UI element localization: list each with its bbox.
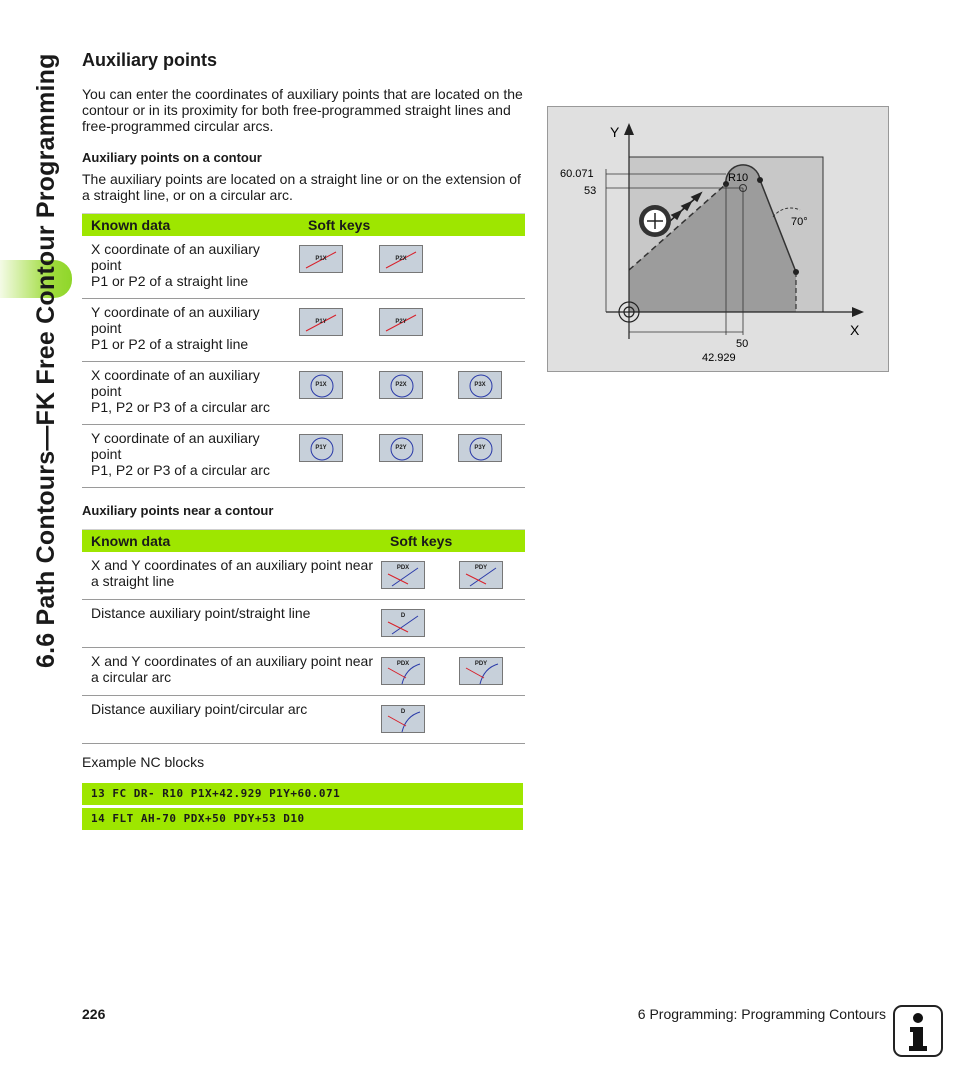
row-description: X coordinate of an auxiliary point P1 or P2 of a straight line bbox=[82, 236, 299, 299]
contour-figure bbox=[547, 106, 889, 372]
softkey-pdx[interactable] bbox=[381, 657, 425, 685]
col-known-data: Known data bbox=[82, 214, 299, 237]
y-dimension-label: 53 bbox=[584, 185, 597, 197]
x-axis-label: X bbox=[850, 322, 860, 338]
softkey-label: P2Y bbox=[395, 445, 407, 451]
softkey-p1y[interactable] bbox=[299, 308, 343, 336]
angle-label: 70° bbox=[791, 216, 808, 228]
softkey-label: PDX bbox=[396, 661, 410, 667]
row-description: Distance auxiliary point/straight line bbox=[82, 600, 381, 648]
table-row bbox=[82, 236, 525, 299]
col-known-data: Known data bbox=[82, 530, 381, 553]
table-row bbox=[82, 648, 525, 696]
row-description: X and Y coordinates of an auxiliary point near a straight line bbox=[82, 552, 381, 600]
softkey-pdy[interactable] bbox=[459, 561, 503, 589]
on-contour-heading: Auxiliary points on a contour bbox=[82, 150, 262, 165]
chapter-footer: 6 Programming: Programming Contours bbox=[637, 1006, 886, 1022]
tool-icon bbox=[639, 205, 671, 237]
section-title: Auxiliary points bbox=[82, 50, 218, 70]
softkey-label: D bbox=[400, 709, 406, 715]
x-dimension-label: 42.929 bbox=[702, 352, 736, 364]
softkey-p3x[interactable] bbox=[458, 371, 502, 399]
softkey-label: P1Y bbox=[315, 445, 327, 451]
row-description: X coordinate of an auxiliary point P1, P2 or P3 of a circular arc bbox=[82, 362, 299, 425]
on-contour-text: The auxiliary points are located on a straight line or on the extension of a straight line, or on a circular arc. bbox=[82, 171, 521, 203]
softkey-label: P1X bbox=[315, 382, 327, 388]
side-chapter-title: 6.6 Path Contours—FK Free Contour Programming bbox=[32, 53, 60, 668]
table-row bbox=[82, 552, 525, 600]
table-row bbox=[82, 600, 525, 648]
table-row bbox=[82, 362, 525, 425]
contour-diagram bbox=[548, 107, 888, 371]
softkey-label: P2X bbox=[395, 256, 407, 262]
y-axis-label: Y bbox=[610, 124, 620, 140]
section-intro: You can enter the coordinates of auxiliary points that are located on the contour or in its proximity for both free-programmed straight lines and free-programmed circular arcs. bbox=[82, 86, 523, 134]
info-icon bbox=[893, 1005, 943, 1057]
softkey-pdy[interactable] bbox=[459, 657, 503, 685]
x-axis-arrow bbox=[852, 307, 864, 317]
on-contour-table bbox=[82, 213, 525, 488]
softkey-label: P1X bbox=[315, 256, 327, 262]
softkey-label: D bbox=[400, 613, 406, 619]
row-description: Distance auxiliary point/circular arc bbox=[82, 696, 381, 744]
y-axis-arrow bbox=[624, 123, 634, 135]
softkey-label: PDX bbox=[396, 565, 410, 571]
softkey-d[interactable] bbox=[381, 705, 425, 733]
softkey-label: P2Y bbox=[395, 319, 407, 325]
softkey-pdx[interactable] bbox=[381, 561, 425, 589]
x-dimension-label: 50 bbox=[736, 338, 749, 350]
softkey-p2x[interactable] bbox=[379, 245, 423, 273]
softkey-label: PDY bbox=[474, 565, 488, 571]
softkey-p2y[interactable] bbox=[379, 308, 423, 336]
softkey-label: P3X bbox=[474, 382, 486, 388]
table-row bbox=[82, 696, 525, 744]
table-row bbox=[82, 425, 525, 488]
near-contour-table bbox=[82, 529, 525, 744]
softkey-p2x[interactable] bbox=[379, 371, 423, 399]
softkey-p1x[interactable] bbox=[299, 371, 343, 399]
row-description: Y coordinate of an auxiliary point P1, P2 or P3 of a circular arc bbox=[82, 425, 299, 488]
softkey-p3y[interactable] bbox=[458, 434, 502, 462]
row-description: X and Y coordinates of an auxiliary point near a circular arc bbox=[82, 648, 381, 696]
col-soft-keys: Soft keys bbox=[299, 214, 525, 237]
softkey-p1y[interactable] bbox=[299, 434, 343, 462]
table-row bbox=[82, 299, 525, 362]
softkey-label: P1Y bbox=[315, 319, 327, 325]
softkey-p2y[interactable] bbox=[379, 434, 423, 462]
nc-block-line: 14 FLT AH-70 PDX+50 PDY+53 D10 bbox=[82, 808, 523, 830]
radius-label: R10 bbox=[728, 172, 749, 184]
softkey-label: P2X bbox=[395, 382, 407, 388]
point bbox=[757, 177, 763, 183]
softkey-label: P3Y bbox=[474, 445, 486, 451]
example-label: Example NC blocks bbox=[82, 754, 205, 770]
point bbox=[793, 269, 799, 275]
softkey-p1x[interactable] bbox=[299, 245, 343, 273]
col-soft-keys: Soft keys bbox=[381, 530, 525, 553]
near-contour-heading: Auxiliary points near a contour bbox=[82, 503, 274, 518]
page-number: 226 bbox=[82, 1006, 106, 1022]
row-description: Y coordinate of an auxiliary point P1 or P2 of a straight line bbox=[82, 299, 299, 362]
softkey-d[interactable] bbox=[381, 609, 425, 637]
softkey-label: PDY bbox=[474, 661, 488, 667]
nc-block-line: 13 FC DR- R10 P1X+42.929 P1Y+60.071 bbox=[82, 783, 523, 805]
y-dimension-label: 60.071 bbox=[560, 168, 594, 180]
